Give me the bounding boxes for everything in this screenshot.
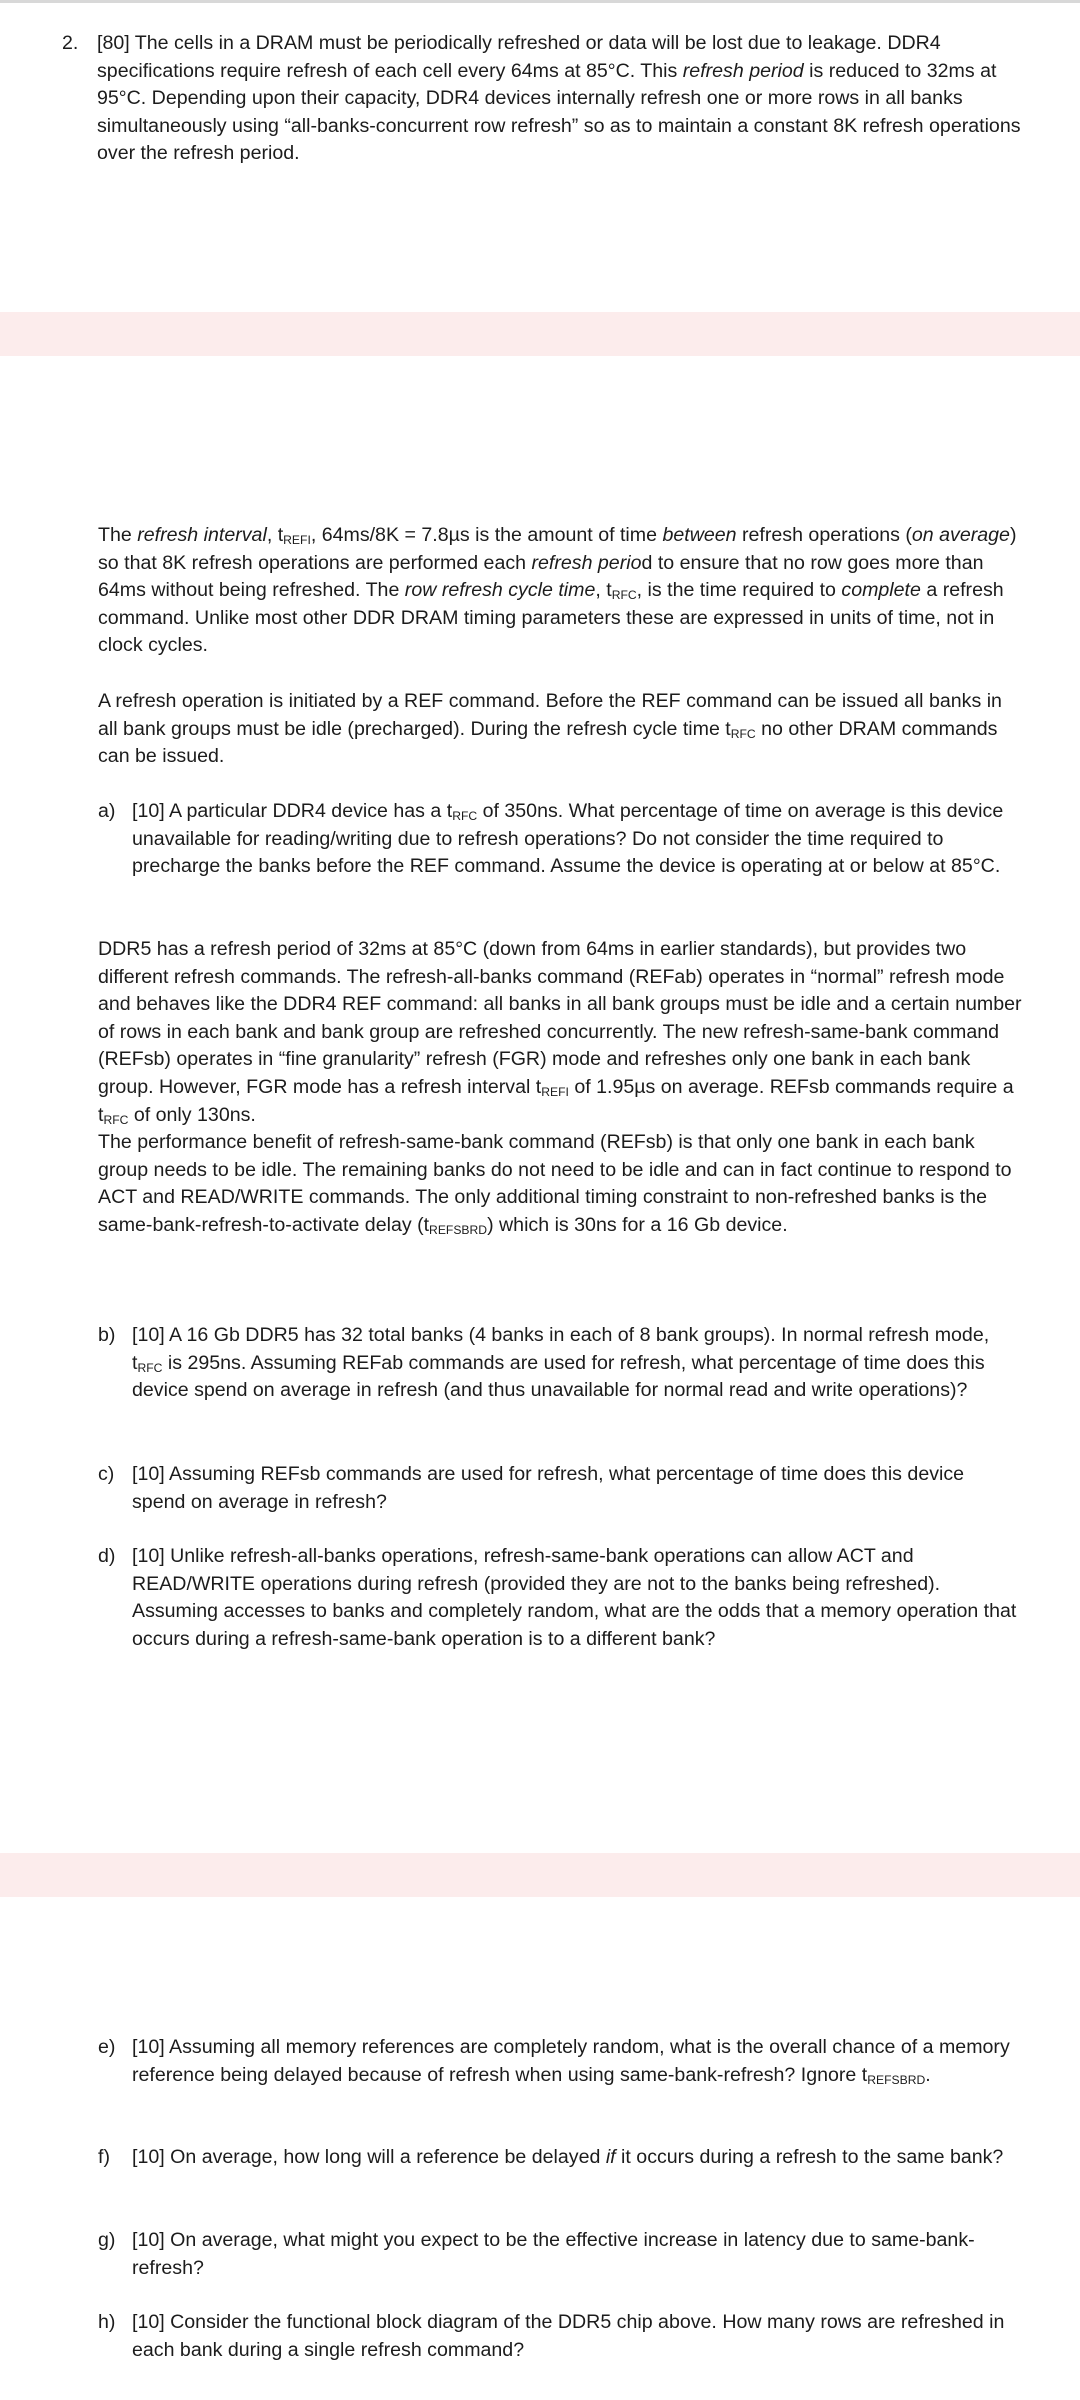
question-f-text: [10] On average, how long will a reference be delayed if it occurs during a refresh to the same bank? xyxy=(132,2146,1004,2168)
question-h-text: [10] Consider the functional block diagram of the DDR5 chip above. How many rows are refreshed in each bank during a single refresh command? xyxy=(132,2311,1005,2361)
question-label: c) xyxy=(98,1463,115,1485)
question-e-text: [10] Assuming all memory references are completely random, what is the overall chance of a memory reference being delayed because of refresh when using same-bank-refresh? Ignore $t_{REFSBRD}$. xyxy=(132,2036,1010,2087)
question-b-text: [10] A 16 Gb DDR5 has 32 total banks (4 banks in each of 8 bank groups). In normal refresh mode, $t_{RFC}$ is 295ns. Assuming REFab commands are used for refresh, what percentage of time does this device spend on average in refresh (and thus unavailable for normal read and write operations)? xyxy=(132,1324,990,1402)
question-2 xyxy=(62,30,1034,168)
top-divider xyxy=(0,0,1080,3)
question-f xyxy=(98,2144,1022,2172)
question-label: b) xyxy=(98,1324,116,1346)
question-a xyxy=(98,798,1022,881)
question-d xyxy=(98,1543,1022,1653)
question-a-text: [10] A particular DDR4 device has a $t_{RFC}$ of 350ns. What percentage of time on average is this device unavailable for reading/writing due to refresh operations? Do not consider the time required to precharge the banks before the REF command. Assume the device is operating at or below at 85°C. xyxy=(132,800,1004,878)
question-label: f) xyxy=(98,2146,110,2168)
question-c-text: [10] Assuming REFsb commands are used for refresh, what percentage of time does this device spend on average in refresh? xyxy=(132,1463,965,1513)
question-label: e) xyxy=(98,2036,116,2058)
question-label: a) xyxy=(98,800,116,822)
question-g xyxy=(98,2227,1022,2282)
question-number: 2. xyxy=(62,32,79,54)
page-break-band xyxy=(0,1853,1080,1897)
question-e xyxy=(98,2034,1022,2089)
question-label: g) xyxy=(98,2229,116,2251)
paragraph-ddr5-refresh: DDR5 has a refresh period of 32ms at 85°C (down from 64ms in earlier standards), but provides two different refresh commands. The refresh-all-banks command (REFab) operates in “normal” refresh mode and behaves like the DDR4 REF command: all banks in all bank groups must be idle and a certain number of rows in each bank and bank group are refreshed concurrently. The new refresh-same-bank command (REFsb) operates in “fine granularity” refresh (FGR) mode and refreshes only one bank in each bank group. However, FGR mode has a refresh interval $t_{REFI}$ of 1.95µs on average. REFsb commands require a $t_{RFC}$ of only 130ns. xyxy=(98,938,1022,1127)
question-2-text: [80] The cells in a DRAM must be periodically refreshed or data will be lost due to leakage. DDR4 specifications require refresh of each cell every 64ms at 85°C. This refresh period is reduced to 32ms at 95°C. Depending upon their capacity, DDR4 devices internally refresh one or more rows in all banks simultaneously using “all-banks-concurrent row refresh” so as to maintain a constant 8K refresh operations over the refresh period. xyxy=(97,32,1021,165)
question-label: d) xyxy=(98,1545,116,1567)
question-b xyxy=(98,1322,1022,1405)
question-g-text: [10] On average, what might you expect to be the effective increase in latency due to same-bank-refresh? xyxy=(132,2229,975,2279)
question-c xyxy=(98,1461,1022,1516)
question-h xyxy=(98,2309,1022,2364)
question-label: h) xyxy=(98,2311,116,2333)
page-break-band xyxy=(0,312,1080,356)
question-d-text: [10] Unlike refresh-all-banks operations, refresh-same-bank operations can allow ACT and READ/WRITE operations during refresh (provided they are not to the banks being refreshed). Assuming accesses to banks and completely random, what are the odds that a memory operation that occurs during a refresh-same-bank operation is to a different bank? xyxy=(132,1545,1017,1650)
paragraph-ref-command: A refresh operation is initiated by a REF command. Before the REF command can be issued all banks in all bank groups must be idle (precharged). During the refresh cycle time $t_{RFC}$ no other DRAM commands can be issued. xyxy=(98,690,1002,768)
paragraph-refsb-benefit: The performance benefit of refresh-same-bank command (REFsb) is that only one bank in each bank group needs to be idle. The remaining banks do not need to be idle and can in fact continue to respond to ACT and READ/WRITE commands. The only additional timing constraint to non-refreshed banks is the same-bank-refresh-to-activate delay $(t_{REFSBRD})$ which is 30ns for a 16 Gb device. xyxy=(98,1131,1012,1237)
paragraph-refresh-interval: The refresh interval, $t_{REFI}$, 64ms/8K = 7.8µs is the amount of time between refresh operations (on average) so that 8K refresh operations are performed each refresh period to ensure that no row goes more than 64ms without being refreshed. The row refresh cycle time, $t_{RFC}$, is the time required to complete a refresh command. Unlike most other DDR DRAM timing parameters these are expressed in units of time, not in clock cycles. xyxy=(98,524,1017,657)
